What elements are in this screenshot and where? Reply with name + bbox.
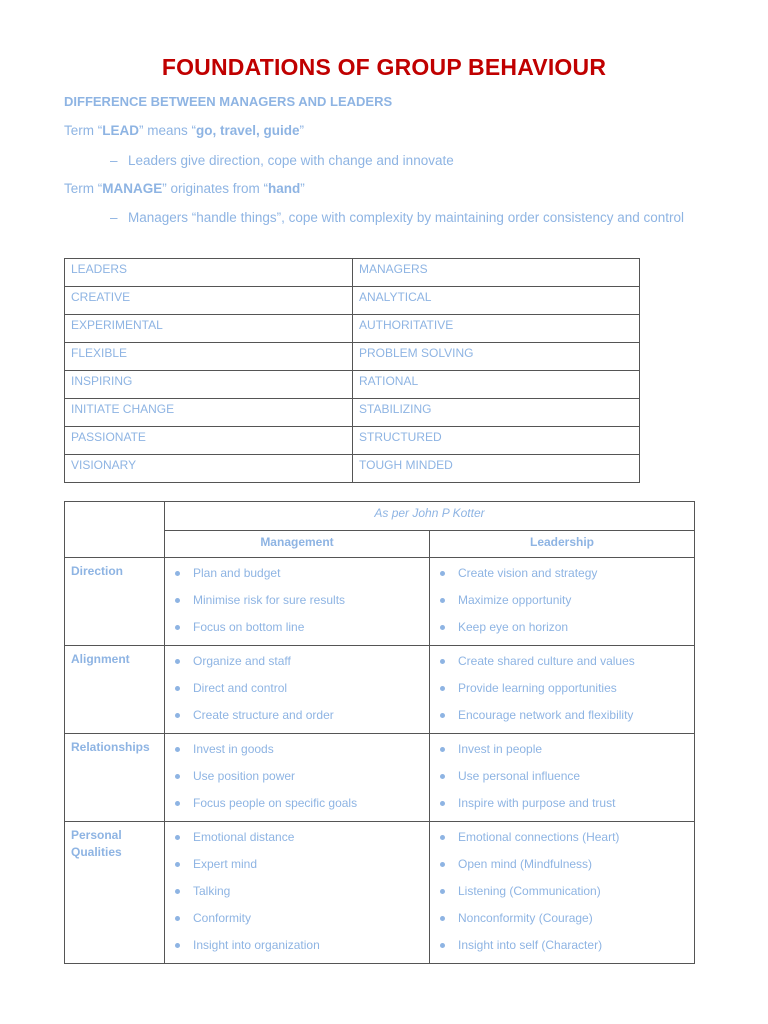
management-list — [171, 558, 423, 645]
leadership-header: Leadership — [430, 531, 695, 558]
leader-trait-cell: PASSIONATE — [65, 427, 353, 455]
list-item-text: Nonconformity (Courage) — [458, 911, 593, 925]
bullet-dot-icon — [440, 625, 445, 630]
management-cell — [165, 822, 430, 964]
lead-post: ” — [299, 123, 305, 138]
manager-trait-cell: RATIONAL — [353, 371, 640, 399]
list-item — [171, 736, 423, 763]
bullet-dot-icon — [175, 598, 180, 603]
list-item — [436, 851, 688, 878]
bullet-dot-icon — [175, 713, 180, 718]
bullet-dot-icon — [440, 686, 445, 691]
list-item — [436, 905, 688, 932]
list-item-text: Encourage network and flexibility — [458, 708, 634, 722]
list-item — [171, 824, 423, 851]
kotter-row — [65, 734, 695, 822]
list-item-text: Conformity — [193, 911, 252, 925]
list-item-text: Minimise risk for sure results — [193, 593, 346, 607]
leader-trait-cell: FLEXIBLE — [65, 343, 353, 371]
dash-bullet-icon: – — [110, 210, 118, 225]
list-item — [171, 763, 423, 790]
list-item — [171, 560, 423, 587]
leadership-cell — [430, 734, 695, 822]
kotter-corner-cell — [65, 502, 165, 558]
bullet-dot-icon — [440, 862, 445, 867]
leadership-cell — [430, 822, 695, 964]
manage-post: ” — [300, 181, 305, 196]
list-item — [436, 648, 688, 675]
section-subheading: DIFFERENCE BETWEEN MANAGERS AND LEADERS — [64, 94, 393, 109]
leader-trait-cell: EXPERIMENTAL — [65, 315, 353, 343]
bullet-dot-icon — [440, 835, 445, 840]
manage-meaning: hand — [268, 181, 301, 196]
list-item — [171, 587, 423, 614]
list-item — [436, 932, 688, 959]
list-item — [436, 790, 688, 817]
bullet-dot-icon — [175, 801, 180, 806]
management-header: Management — [165, 531, 430, 558]
manage-mid: ” originates from “ — [162, 181, 269, 196]
list-item-text: Use position power — [193, 769, 296, 783]
management-list — [171, 646, 423, 733]
lead-term: LEAD — [102, 123, 139, 138]
list-item — [436, 614, 688, 641]
list-item-text: Invest in people — [458, 742, 543, 756]
bullet-dot-icon — [175, 835, 180, 840]
kotter-caption: As per John P Kotter — [165, 502, 695, 531]
kotter-row — [65, 822, 695, 964]
manager-trait-cell: TOUGH MINDED — [353, 455, 640, 483]
management-cell — [165, 646, 430, 734]
manager-trait-cell: STABILIZING — [353, 399, 640, 427]
list-item-text: Expert mind — [193, 857, 258, 871]
table-header-row — [65, 259, 640, 287]
table-row — [65, 287, 640, 315]
table-row — [65, 343, 640, 371]
bullet-dot-icon — [440, 889, 445, 894]
bullet-dot-icon — [440, 659, 445, 664]
management-list — [171, 822, 423, 963]
leader-trait-cell: CREATIVE — [65, 287, 353, 315]
lead-mid: ” means “ — [139, 123, 197, 138]
list-item-text: Keep eye on horizon — [458, 620, 569, 634]
bullet-dot-icon — [440, 598, 445, 603]
table-row — [65, 399, 640, 427]
bullet-dot-icon — [175, 659, 180, 664]
bullet-dot-icon — [440, 571, 445, 576]
list-item — [436, 824, 688, 851]
leadership-list — [436, 558, 688, 645]
list-item-text: Emotional connections (Heart) — [458, 830, 620, 844]
list-item — [436, 702, 688, 729]
bullet-dot-icon — [175, 747, 180, 752]
manager-trait-cell: ANALYTICAL — [353, 287, 640, 315]
table-row — [65, 371, 640, 399]
kotter-row — [65, 558, 695, 646]
lead-bullet-text: Leaders give direction, cope with change and innovate — [128, 153, 454, 168]
list-item — [171, 851, 423, 878]
list-item — [171, 702, 423, 729]
list-item — [171, 614, 423, 641]
bullet-dot-icon — [175, 862, 180, 867]
management-list — [171, 734, 423, 821]
table-row — [65, 455, 640, 483]
lead-bullet — [110, 151, 700, 171]
list-item-text: Insight into self (Character) — [458, 938, 603, 952]
list-item — [171, 905, 423, 932]
manage-bullet — [110, 208, 700, 228]
leader-trait-cell: INITIATE CHANGE — [65, 399, 353, 427]
bullet-dot-icon — [175, 571, 180, 576]
leadership-list — [436, 822, 688, 963]
bullet-dot-icon — [440, 916, 445, 921]
bullet-dot-icon — [175, 686, 180, 691]
list-item — [436, 878, 688, 905]
kotter-caption-row — [65, 502, 695, 531]
kotter-row-label: Relationships — [65, 734, 165, 822]
bullet-dot-icon — [440, 713, 445, 718]
list-item — [171, 878, 423, 905]
bullet-dot-icon — [175, 625, 180, 630]
list-item-text: Maximize opportunity — [458, 593, 572, 607]
manager-trait-cell: STRUCTURED — [353, 427, 640, 455]
bullet-dot-icon — [440, 747, 445, 752]
list-item-text: Focus on bottom line — [193, 620, 305, 634]
leadership-cell — [430, 646, 695, 734]
page-title: FOUNDATIONS OF GROUP BEHAVIOUR — [161, 54, 607, 80]
bullet-dot-icon — [440, 943, 445, 948]
list-item-text: Invest in goods — [193, 742, 274, 756]
list-item-text: Plan and budget — [193, 566, 281, 580]
manage-definition — [64, 181, 305, 196]
leadership-cell — [430, 558, 695, 646]
lead-meaning: go, travel, guide — [196, 123, 300, 138]
kotter-row — [65, 646, 695, 734]
kotter-row-label: Personal Qualities — [65, 822, 165, 964]
list-item-text: Emotional distance — [193, 830, 295, 844]
leader-trait-cell: VISIONARY — [65, 455, 353, 483]
leadership-list — [436, 734, 688, 821]
lead-pre: Term “ — [64, 123, 103, 138]
manager-trait-cell: AUTHORITATIVE — [353, 315, 640, 343]
list-item — [171, 648, 423, 675]
lead-definition — [64, 123, 304, 138]
dash-bullet-icon: – — [110, 153, 118, 168]
bullet-dot-icon — [175, 916, 180, 921]
list-item-text: Focus people on specific goals — [193, 796, 358, 810]
bullet-dot-icon — [175, 889, 180, 894]
table-row — [65, 315, 640, 343]
list-item-text: Create vision and strategy — [458, 566, 598, 580]
management-cell — [165, 734, 430, 822]
list-item-text: Listening (Communication) — [458, 884, 601, 898]
list-item — [436, 763, 688, 790]
list-item-text: Create shared culture and values — [458, 654, 635, 668]
list-item-text: Direct and control — [193, 681, 288, 695]
manage-bullet-text: Managers “handle things”, cope with complexity by maintaining order consistency and control — [128, 210, 685, 225]
kotter-row-label: Alignment — [65, 646, 165, 734]
list-item-text: Inspire with purpose and trust — [458, 796, 616, 810]
list-item-text: Use personal influence — [458, 769, 581, 783]
list-item-text: Talking — [193, 884, 231, 898]
list-item-text: Open mind (Mindfulness) — [458, 857, 593, 871]
list-item-text: Insight into organization — [193, 938, 320, 952]
bullet-dot-icon — [440, 774, 445, 779]
list-item — [436, 736, 688, 763]
table-row — [65, 427, 640, 455]
list-item — [171, 675, 423, 702]
managers-header: MANAGERS — [353, 259, 640, 287]
list-item-text: Provide learning opportunities — [458, 681, 617, 695]
list-item-text: Create structure and order — [193, 708, 334, 722]
management-cell — [165, 558, 430, 646]
leader-trait-cell: INSPIRING — [65, 371, 353, 399]
kotter-table — [64, 501, 695, 964]
leaders-managers-table — [64, 258, 640, 483]
list-item-text: Organize and staff — [193, 654, 291, 668]
list-item — [171, 790, 423, 817]
list-item — [436, 560, 688, 587]
leadership-list — [436, 646, 688, 733]
manage-term: MANAGE — [102, 181, 163, 196]
list-item — [436, 587, 688, 614]
list-item — [171, 932, 423, 959]
manage-pre: Term “ — [64, 181, 103, 196]
manager-trait-cell: PROBLEM SOLVING — [353, 343, 640, 371]
bullet-dot-icon — [440, 801, 445, 806]
bullet-dot-icon — [175, 943, 180, 948]
bullet-dot-icon — [175, 774, 180, 779]
kotter-row-label: Direction — [65, 558, 165, 646]
leaders-header: LEADERS — [65, 259, 353, 287]
list-item — [436, 675, 688, 702]
